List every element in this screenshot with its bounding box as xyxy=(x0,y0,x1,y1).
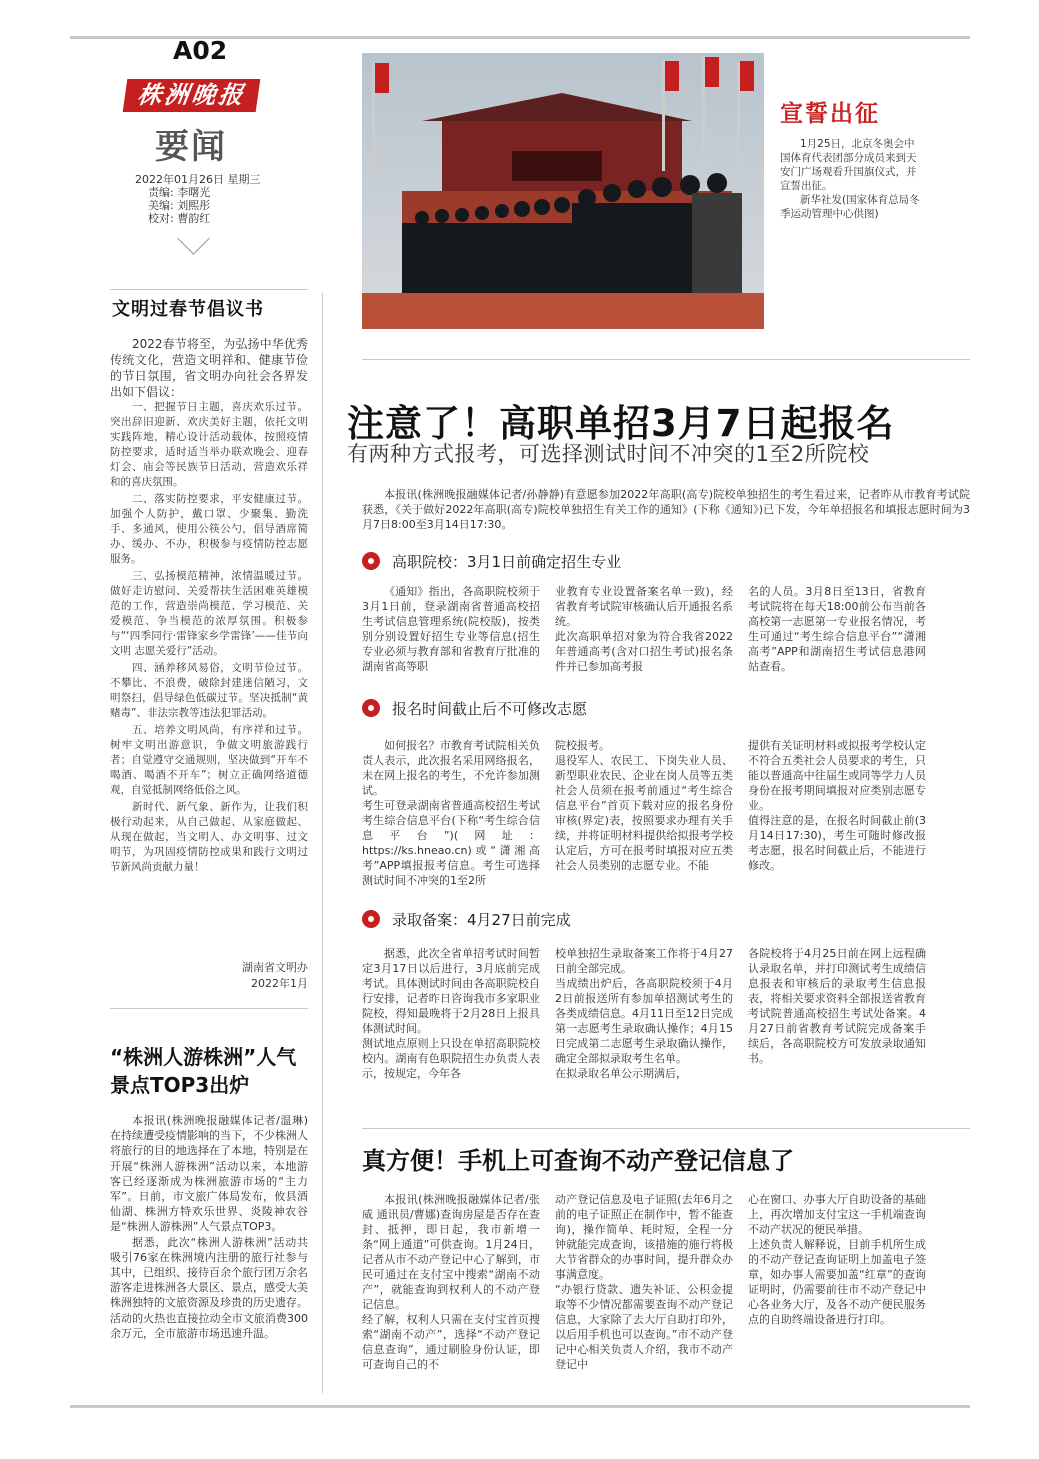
article-column: 提供有关证明材料或拟报考学校认定不符合五类社会人员要求的考生，只能以普通高中往届生或同等学力人员身份在报考期间填报对应类别志愿专业。 值得注意的是，在报名时间截止前(3月14日17:30)，考生可随时修改报考志愿，报名时间截止后，不能进行修改。 xyxy=(748,739,926,872)
editor-credit: 责编: 李曙光 xyxy=(148,186,211,199)
article-column: 《通知》指出，各高职院校须于3月1日前，登录湖南省普通高校招生考试信息管理系统(院校版)，按类别分别设置好招生专业等信息(招生专业必须与教育部和省教育厅批准的湖南省高等职 xyxy=(362,585,540,673)
chevron-down-icon xyxy=(177,222,210,255)
article-column: 本报讯(株洲晚报融媒体记者/张威 通讯员/曹娜)查询房屋是否存在查封、抵押，即日起，我市新增一条“网上通道”可供查询。1月24日，记者从市不动产登记中心了解到，市民可通过在支付宝中搜索“湖南不动产”，就能查询到权利人的不动产登记信息。 经了解，权利人只需在支付宝首页搜索“湖南不动产”，选择“不动产登记信息查询”，通过刷脸身份认证，即可查询自己的不 xyxy=(362,1193,540,1371)
proposal-title: 文明过春节倡议书 xyxy=(112,299,264,320)
bullet-icon xyxy=(362,910,380,928)
subsection-title: 录取备案：4月27日前完成 xyxy=(392,910,571,929)
bottom-rule xyxy=(70,1405,970,1408)
subsection-title: 报名时间截止后不可修改志愿 xyxy=(392,699,588,718)
article1-subheadline: 有两种方式报考，可选择测试时间不冲突的1至2所院校 xyxy=(347,442,870,466)
article-column: 动产登记信息及电子证照(去年6月之前的电子证照正在制作中，暂不能查询)，操作简单、耗时短，全程一分钟就能完成查询，该措施的施行将极大节省群众的办事时间，提升群众办事满意度。 “办银行贷款、遗失补证、公积金提取等不少情况都需要查询不动产登记信息，大家除了去大厅自助打印外，以后用手机也可以查询。”市不动产登记中心相关负责人介绍，我市不动产登记中 xyxy=(555,1193,733,1371)
photo-caption xyxy=(780,137,920,221)
subsection-header xyxy=(362,697,587,719)
article-column: 心在窗口、办事大厅自助设备的基础上，再次增加支付宝这一手机端查询不动产状况的便民举措。 上述负责人解释说，目前手机所生成的不动产登记查询证明上加盖电子签章，如办事人需要加盖“红章”的查询证明时，仍需要前往市不动产登记中心各业务大厅，及各不动产便民服务点的自助终端设备进行打印。 xyxy=(748,1193,926,1326)
article-column: 各院校将于4月25日前在网上远程确认录取名单，并打印测试考生成绩信息报表和审核后的录取考生信息报表，将相关要求资料全部报送省教育考试院普通高校招生考试处备案。4月27日前省教育考试院完成备案手续后，各高职院校方可发放录取通知书。 xyxy=(748,947,926,1065)
article2-headline: 真方便！手机上可查询不动产登记信息了 xyxy=(362,1147,794,1175)
proposal-items xyxy=(110,400,308,875)
article-column: 如何报名？市教育考试院相关负责人表示，此次报名采用网络报名，未在网上报名的考生，不允许参加测试。 考生可登录湖南省普通高校招生考试考生综合信息平台(下称“考生综合信息平台”)(网址：https://ks.hneao.cn)或“潇湘高考”APP填报报考信息。考生可选择测试时间不冲突的1至2所 xyxy=(362,739,540,887)
proposal-item: 四、涵养移风易俗，文明节俭过节。不攀比、不浪费，破除封建迷信陋习，文明祭扫，倡导绿色低碳过节。坚决抵制“黄赌毒”、非法宗教等违法犯罪活动。 xyxy=(110,662,308,719)
tourism-body xyxy=(110,1113,308,1341)
article1-lead: 本报讯(株洲晚报融媒体记者/孙静静)有意愿参加2022年高职(高专)院校单独招生的考生看过来，记者昨从市教育考试院获悉，《关于做好2022年高职(高专)院校单独招生有关工作的通知》(下称《通知》)已下发，今年单招报名和填报志愿时间为3月7日8:00至3月14日17:30。 xyxy=(362,488,970,531)
section-title: 要闻 xyxy=(155,127,227,167)
article-column: 院校报考。 退役军人、农民工、下岗失业人员、新型职业农民、企业在岗人员等五类社会人员须在报考前通过“考生综合信息平台”首页下载对应的报名身份审核(界定)表，按照要求办理有关手续，并将证明材料提供给拟报考学校认定后，方可在报考时填报对应五类社会人员类别的志愿专业。不能 xyxy=(555,739,733,872)
subsection-title: 高职院校：3月1日前确定招生专业 xyxy=(392,552,622,571)
article2-top-rule xyxy=(362,1128,970,1129)
proposal-item: 三、弘扬模范精神，浓情温暖过节。做好走访慰问、关爱帮扶生活困难英雄模范的工作，营造崇尚模范、学习模范、关爱模范、争当模范的浓厚氛围。积极参与“‘四季同行·雷锋家乡学雷锋’——佳节向文明 志愿关爱行”活动。 xyxy=(110,570,308,657)
proposal-signer: 湖南省文明办 xyxy=(242,961,308,974)
left-column-rule xyxy=(322,293,323,1393)
article-column: 名的人员。3月8日至13日，省教育考试院将在每天18:00前公布当前各高校第一志愿第一专业报名情况，考生可通过“考生综合信息平台”“潇湘高考”APP和湖南招生考试信息港网站查看。 xyxy=(748,585,926,673)
photo-credit: 新华社发(国家体育总局冬季运动管理中心供图) xyxy=(780,194,920,220)
proposal-item: 一、把握节日主题，喜庆欢乐过节。突出辞旧迎新、欢庆美好主题，依托文明实践阵地，精心设计活动载体，按照疫情防控要求，适时适当举办联欢晚会、迎春灯会、庙会等民族节日活动，营造欢乐祥和的喜庆氛围。 xyxy=(110,401,308,488)
sidebar-top-rule xyxy=(110,289,308,290)
tourism-paragraph: 据悉，此次“株洲人游株洲”活动共吸引76家在株洲境内注册的旅行社参与其中，已组织、接待百余个旅行团万余名游客走进株洲各大景区、景点，感受大美株洲独特的文旅资源及珍贵的历史遗存。活动的火热也直接拉动全市文旅消费300余万元，全市旅游市场迅速升温。 xyxy=(110,1235,308,1340)
subsection-header xyxy=(362,550,621,572)
article-column: 据悉，此次全省单招考试时间暂定3月17日以后进行，3月底前完成考试。具体测试时间由各高职院校自行安排，记者昨日咨询我市多家职业院校，得知最晚将于2月28日上报具体测试时间。 测试地点原则上只设在单招高职院校校内。湖南有色职院招生办负责人表示，按规定，今年各 xyxy=(362,947,540,1080)
article1-headline: 注意了！高职单招3月7日起报名 xyxy=(347,402,895,445)
subsection-header xyxy=(362,908,571,930)
sidebar2-rule xyxy=(110,1008,308,1009)
issue-date: 2022年01月26日 星期三 xyxy=(135,173,261,186)
page-number: A02 xyxy=(173,36,228,65)
proposal-date: 2022年1月 xyxy=(251,977,308,990)
proof-credit: 校对: 曹韵红 xyxy=(148,212,211,225)
newspaper-logo: 株洲晚报 xyxy=(123,79,261,112)
proposal-intro: 2022春节将至，为弘扬中华优秀传统文化，营造文明祥和、健康节俭的节日氛围，省文明办向社会各界发出如下倡议： xyxy=(110,337,308,399)
designer-credit: 美编: 刘熙彤 xyxy=(148,199,211,212)
photo-title: 宣誓出征 xyxy=(780,101,880,127)
proposal-item: 新时代、新气象、新作为，让我们积极行动起来，从自己做起、从家庭做起、从现在做起，当文明人、办文明事、过文明节，为巩固疫情防控成果和践行文明过节新风尚贡献力量！ xyxy=(110,801,308,873)
bullet-icon xyxy=(362,699,380,717)
tourism-paragraph: 本报讯(株洲晚报融媒体记者/温琳)在持续遭受疫情影响的当下，不少株洲人将旅行的目的地选择在了本地，特别是在开展“株洲人游株洲”活动以来，本地游客已经逐渐成为株洲旅游市场的“主力军”。日前，市文旅广体局发布，攸县酒仙湖、株洲方特欢乐世界、炎陵神农谷是“株洲人游株洲”人气景点TOP3。 xyxy=(110,1114,308,1234)
caption-text: 1月25日，北京冬奥会中国体育代表团部分成员来到天安门广场观看升国旗仪式，并宣誓出征。 xyxy=(780,138,917,192)
bullet-icon xyxy=(362,552,380,570)
article1-top-rule xyxy=(362,359,970,360)
article-column: 校单独招生录取备案工作将于4月27日前全部完成。 当成绩出炉后，各高职院校须于4月2日前报送所有参加单招测试考生的各类成绩信息。4月11日至12日完成第一志愿考生录取确认操作；4月15日完成第二志愿考生录取确认操作，确定全部拟录取考生名单。 在拟录取名单公示期满后， xyxy=(555,947,733,1080)
article-column: 业教育专业设置备案名单一致)，经省教育考试院审核确认后开通报名系统。 此次高职单招对象为符合我省2022年普通高考(含对口招生考试)报名条件并已参加高考报 xyxy=(555,585,733,673)
proposal-item: 二、落实防控要求，平安健康过节。加强个人防护，戴口罩、少聚集、勤洗手、多通风，使用公筷公勺，倡导酒席简办、缓办、不办，积极参与疫情防控志愿服务。 xyxy=(110,493,308,565)
ceremony-photo xyxy=(362,53,764,329)
tourism-title: “株洲人游株洲”人气景点TOP3出炉 xyxy=(110,1045,297,1097)
proposal-item: 五、培养文明风尚，有序祥和过节。树牢文明出游意识，争做文明旅游践行者；自觉遵守交通规则，坚决做到“开车不喝酒、喝酒不开车”；树立正确网络道德观，自觉抵制网络低俗之风。 xyxy=(110,724,308,796)
